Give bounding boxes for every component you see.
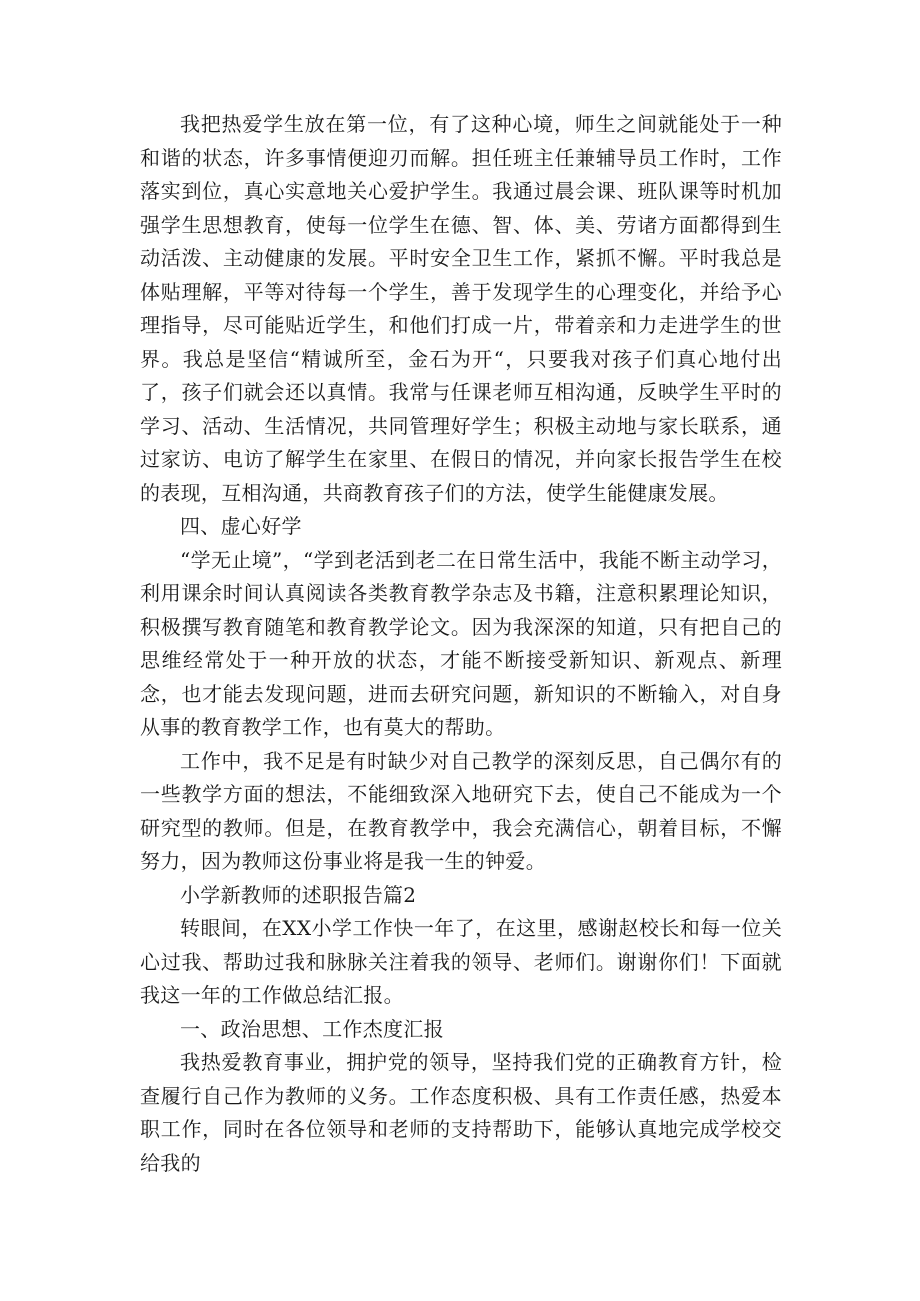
paragraph-introduction: 转眼间，在XX小学工作快一年了，在这里，感谢赵校长和每一位关心过我、帮助过我和脉脉关注着我的领导、老师们。谢谢你们！下面就我这一年的工作做总结汇报。 bbox=[140, 916, 782, 1007]
paragraph-shortcomings: 工作中，我不足是有时缺少对自己教学的深刻反思，自己偶尔有的一些教学方面的想法，不能细致深入地研究下去，使自己不能成为一个研究型的教师。但是，在教育教学中，我会充满信心，朝着目标，不懈努力，因为教师这份事业将是我一生的钟爱。 bbox=[140, 748, 782, 873]
paragraph-care-for-students: 我把热爱学生放在第一位，有了这种心境，师生之间就能处于一种和谐的状态，许多事情便迎刃而解。担任班主任兼辅导员工作时，工作落实到位，真心实意地关心爱护学生。我通过晨会课、班队课等时机加强学生思想教育，使每一位学生在德、智、体、美、劳诸方面都得到生动活泼、主动健康的发展。平时安全卫生工作，紧抓不懈。平时我总是体贴理解，平等对待每一个学生，善于发现学生的心理变化，并给予心理指导，尽可能贴近学生，和他们打成一片，带着亲和力走进学生的世界。我总是坚信“精诚所至，金石为开“，只要我对孩子们真心地付出了，孩子们就会还以真情。我常与任课老师互相沟通，反映学生平时的学习、活动、生活情况，共同管理好学生；积极主动地与家长联系，通过家访、电访了解学生在家里、在假日的情况，并向家长报告学生在校的表现，互相沟通，共商教育孩子们的方法，使学生能健康发展。 bbox=[140, 112, 782, 505]
paragraph-love-education: 我热爱教育事业，拥护党的领导，坚持我们党的正确教育方针，检查履行自己作为教师的义务。工作态度积极、具有工作责任感，热爱本职工作，同时在各位领导和老师的支持帮助下，能够认真地完成学校交给我的 bbox=[140, 1050, 782, 1175]
report-title-part-2: 小学新教师的述职报告篇2 bbox=[180, 882, 417, 907]
paragraph-continuous-learning: “学无止境”，“学到老活到老二在日常生活中，我能不断主动学习，利用课余时间认真阅读各类教育教学杂志及书籍，注意积累理论知识，积极撰写教育随笔和教育教学论文。因为我深深的知道，只有把自己的思维经常处于一种开放的状态，才能不断接受新知识、新观点、新理念，也才能去发现问题，进而去研究问题，新知识的不断输入，对自身从事的教育教学工作，也有莫大的帮助。 bbox=[140, 547, 782, 739]
section-heading-political-thought: 一、政治思想、工作杰度汇报 bbox=[180, 1016, 444, 1041]
document-body bbox=[140, 108, 782, 1180]
section-heading-modest-learning: 四、虚心好学 bbox=[180, 514, 302, 538]
